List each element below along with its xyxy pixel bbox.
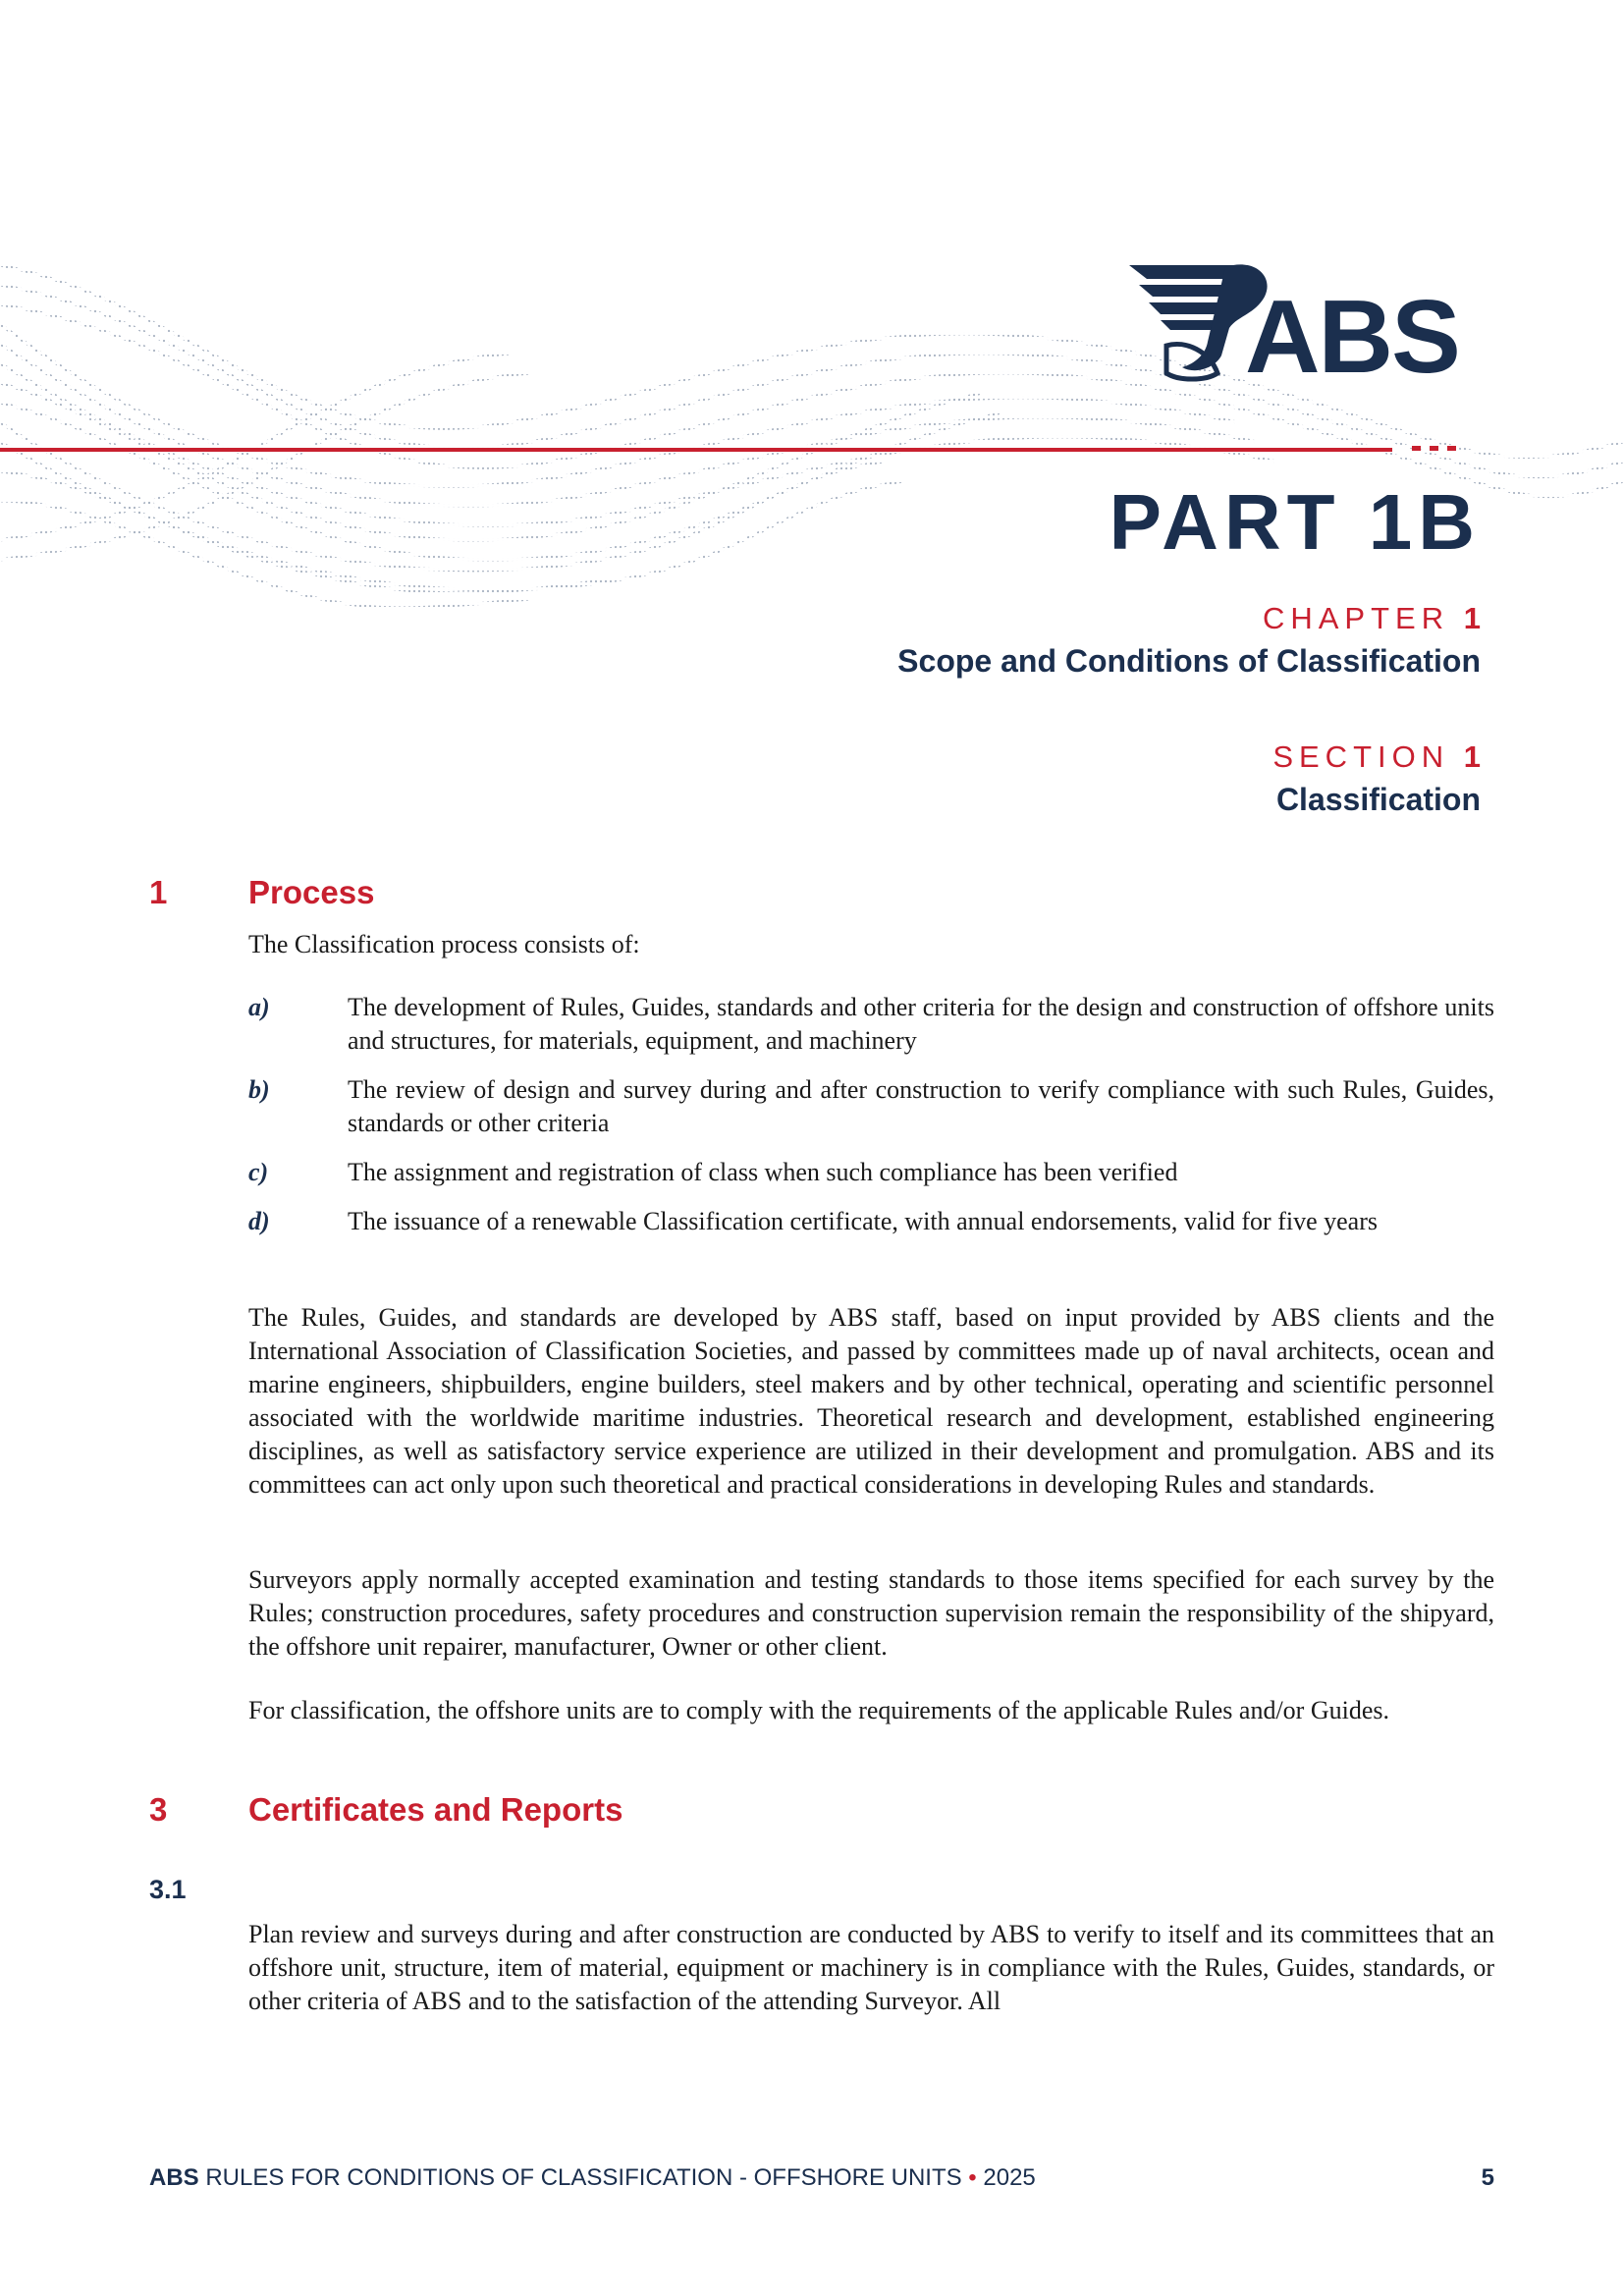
- footer-document-title: RULES FOR CONDITIONS OF CLASSIFICATION - OFFSHORE UNITS: [205, 2164, 962, 2191]
- list-item-text: The review of design and survey during and after construction to verify compliance with such Rules, Guides, standards or other criteria: [348, 1075, 1494, 1137]
- header-divider-line: [0, 448, 1392, 452]
- page-number: 5: [1481, 2164, 1494, 2191]
- footer-brand: ABS: [149, 2164, 199, 2191]
- subsection-number-3-1: 3.1: [149, 1875, 187, 1904]
- list-item-text: The issuance of a renewable Classification certificate, with annual endorsements, valid for five years: [348, 1207, 1378, 1235]
- list-item-label: b): [248, 1075, 270, 1104]
- process-intro: The Classification process consists of:: [248, 930, 640, 958]
- list-item-text: The assignment and registration of class when such compliance has been verified: [348, 1158, 1178, 1186]
- list-item-label: a): [248, 993, 270, 1021]
- list-item-label: c): [248, 1158, 269, 1186]
- footer-year: 2025: [983, 2164, 1036, 2191]
- list-item-text: The development of Rules, Guides, standards and other criteria for the design and construction of offshore units and structures, for materials, equipment, and machinery: [348, 993, 1494, 1055]
- paragraph-surveyors: Surveyors apply normally accepted examination and testing standards to those items specified for each survey by the Rules; construction procedures, safety procedures and construction supervision remain the responsibility of the shipyard, the offshore unit repairer, manufacturer, Owner or other client.: [248, 1565, 1494, 1661]
- chapter-number: 1: [1463, 601, 1481, 635]
- list-item-label: d): [248, 1207, 270, 1235]
- heading-number-3: 3: [149, 1791, 168, 1828]
- heading-process: Process: [248, 874, 375, 910]
- chapter-label: CHAPTER: [1262, 601, 1450, 635]
- paragraph-rules-development: The Rules, Guides, and standards are developed by ABS staff, based on input provided by ABS clients and the International Association of Classification Societies, and passed by committees made up of naval architects, ocean and marine engineers, shipbuilders, engine builders, steel makers and by other technical, operating and scientific personnel associated with the worldwide maritime industries. Theoretical research and development, established engineering disciplines, as well as satisfactory service experience are utilized in their development and promulgation. ABS and its committees can act only upon such theoretical and practical considerations in developing Rules and standards.: [248, 1303, 1494, 1499]
- chapter-title: Scope and Conditions of Classification: [897, 643, 1481, 679]
- header-divider-dots: [1412, 446, 1456, 451]
- footer-title: [149, 2166, 1036, 2190]
- footer-separator: •: [968, 2164, 977, 2191]
- section-label-line: [1272, 741, 1481, 772]
- heading-certificates-reports: Certificates and Reports: [248, 1791, 623, 1828]
- part-title: PART 1B: [1109, 478, 1481, 566]
- section-label: SECTION: [1272, 739, 1450, 774]
- section-title: Classification: [1275, 782, 1481, 817]
- section-number: 1: [1463, 739, 1481, 774]
- abs-logo-wordmark: ABS: [1245, 279, 1459, 395]
- chapter-label-line: [1263, 603, 1481, 633]
- heading-number-1: 1: [149, 874, 168, 910]
- paragraph-plan-review: Plan review and surveys during and after construction are conducted by ABS to verify to itself and its committees that an offshore unit, structure, item of material, equipment or machinery is in compliance with the Rules, Guides, standards, or other criteria of ABS and to the satisfaction of the attending Surveyor. All: [248, 1920, 1494, 2015]
- paragraph-compliance: For classification, the offshore units are to comply with the requirements of the applicable Rules and/or Guides.: [248, 1696, 1390, 1724]
